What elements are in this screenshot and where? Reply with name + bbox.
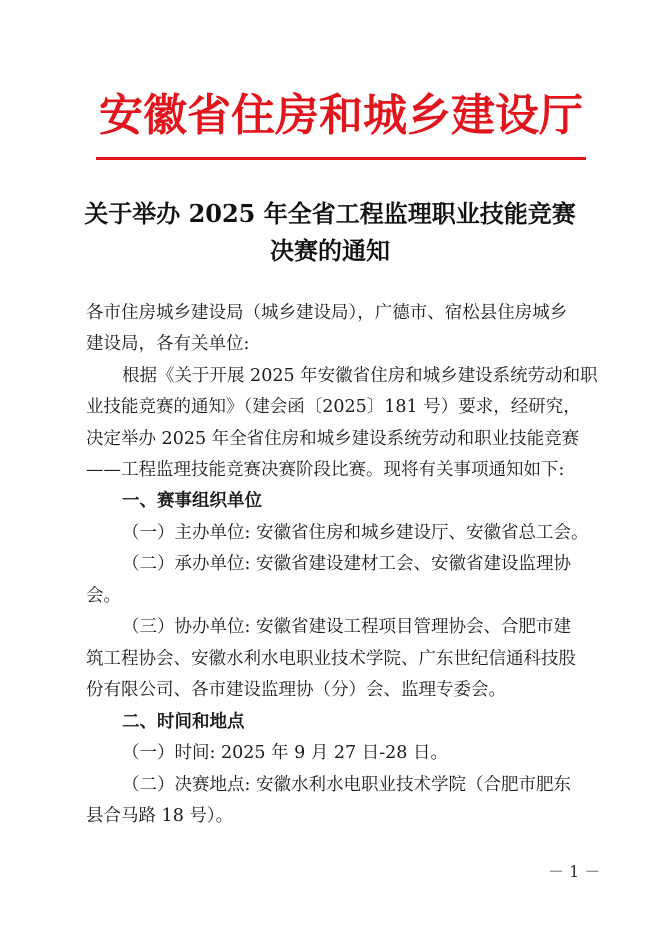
header-red-rule (96, 157, 586, 160)
intro-line-2: 业技能竞赛的通知》（建会函〔2025〕181 号）要求，经研究， (86, 397, 581, 417)
item-1-3-line-3: 份有限公司、各市建设监理协（分）会、监理专委会。 (86, 680, 506, 700)
section-1-heading: 一、赛事组织单位 (122, 491, 262, 511)
page-number: － 1 － (548, 862, 601, 881)
item-1-2-line-2: 会。 (86, 586, 121, 606)
item-1-2-line-1: （二）承办单位: 安徽省建设建材工会、安徽省建设监理协 (122, 554, 571, 574)
item-1-3-line-2: 筑工程协会、安徽水利水电职业技术学院、广东世纪信通科技股 (86, 649, 576, 669)
addressee-line-1: 各市住房城乡建设局（城乡建设局），广德市、宿松县住房城乡 (86, 303, 568, 323)
document-title-line-2: 决赛的通知 (270, 236, 390, 265)
organization-header: 安徽省住房和城乡建设厅 (99, 90, 583, 141)
intro-line-1: 根据《关于开展 2025 年安徽省住房和城乡建设系统劳动和职 (122, 366, 598, 386)
document-title-line-1: 关于举办 2025 年全省工程监理职业技能竞赛 (84, 199, 576, 228)
item-1-3-line-1: （三）协办单位: 安徽省建设工程项目管理协会、合肥市建 (122, 617, 571, 637)
item-1-1: （一）主办单位: 安徽省住房和城乡建设厅、安徽省总工会。 (122, 523, 589, 543)
addressee-line-2: 建设局，各有关单位: (86, 334, 250, 354)
section-2-heading: 二、时间和地点 (122, 712, 245, 732)
item-2-1: （一）时间: 2025 年 9 月 27 日-28 日。 (122, 743, 448, 763)
intro-line-3: 决定举办 2025 年全省住房和城乡建设系统劳动和职业技能竞赛 (86, 429, 580, 449)
item-2-2-line-1: （二）决赛地点: 安徽水利水电职业技术学院（合肥市肥东 (122, 775, 571, 795)
intro-line-4: ——工程监理技能竞赛决赛阶段比赛。现将有关事项通知如下: (86, 460, 565, 480)
item-2-2-line-2: 县合马路 18 号）。 (86, 806, 234, 826)
